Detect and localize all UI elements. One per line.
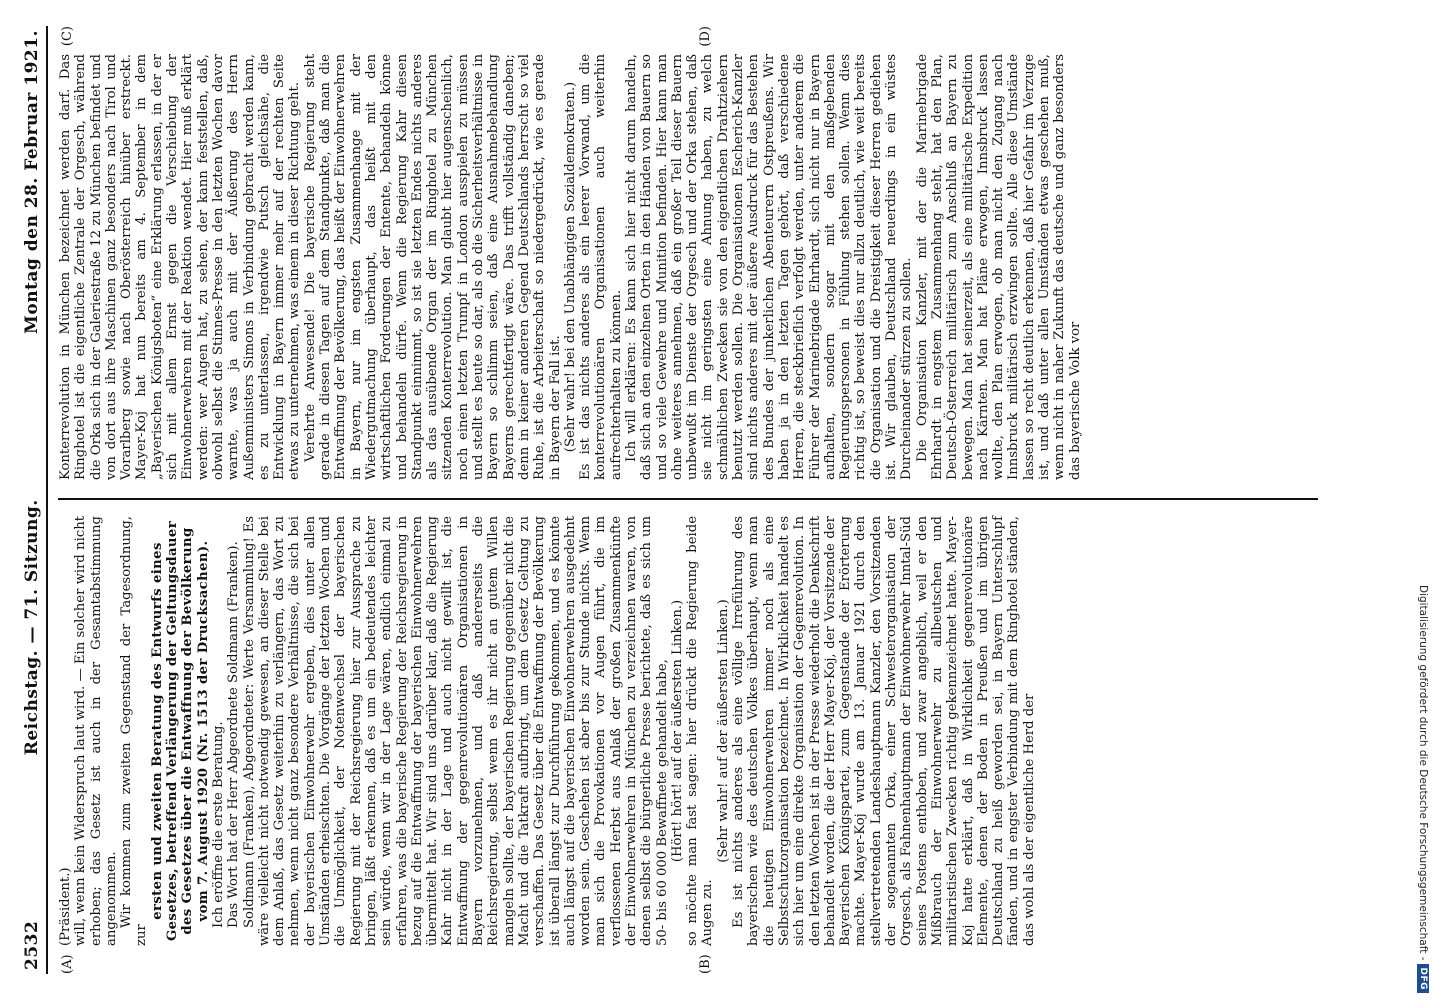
paragraph: so möchte man fast sagen: hier drückt die Regierung beide Augen zu. <box>685 516 716 946</box>
digitization-credit <box>1416 8 1432 993</box>
paragraph: Wir kommen zum zweiten Gegenstand der Tagesordnung, zur <box>119 516 150 946</box>
paragraph: Die Organisation Kanzler, mit der die Marinebrigade Ehrhardt in engstem Zusammenhang steht, hat den Plan, Deutsch-Österreich militärisch zum Anschluß an Bayern zu bewegen. Man hat seinerzeit, als eine militärische Expedition nach Kärnten. Man hat Pläne erwogen, Innsbruck lassen wollte, den Plan erwogen, ob man nicht den Zugang nach Innsbruck militärisch erzwingen sollte. Alle diese Umstände lassen so recht deutlich erkennen, daß hier Gefahr im Verzuge ist, und daß unter allen Umständen etwas geschehen muß, wenn nicht in naher Zukunft das deutsche und ganz besonders das bayerische Volk vor <box>914 54 1083 480</box>
paragraph: will, wenn kein Widerspruch laut wird. — Ein solcher wird nicht erhoben; das Gesetz ist auch in der Gesamtabstimmung angenommen. <box>73 516 119 946</box>
margin-mark-c: (C) <box>60 26 75 47</box>
interjection: (Hört! hört! auf der äußersten Linken.) <box>669 599 685 863</box>
dfg-logo: DFG <box>1417 964 1429 993</box>
page-header <box>22 26 48 974</box>
agenda-item-title: ersten und zweiten Beratung des Entwurfs eines Gesetzes, betreffend Verlängerung der Geltungsdauer des Gesetzes über die Entwaffnung der Bevölkerung vom 7. August 1920 (Nr. 1513 der Drucksachen). <box>149 520 211 942</box>
margin-mark-a: (A) <box>60 954 75 974</box>
paragraph: Ich will erklären: Es kann sich hier nicht darum handeln, daß sich an den einzelnen Orten in den Händen von Bauern so und so viele Gewehre und Munition befinden. Hier kann man ohne weiteres annehmen, daß ein großer Teil dieser Bauern unbewußt im Dienste der Orgesch und der Orka stehen, daß sie nicht im geringsten eine Ahnung haben, zu welch schmählichen Zwecken sie von den eigentlichen Drahtziehern benutzt werden sollen. Die Organisationen Escherich-Kanzler sind nichts anderes mit der äußere Ausdruck für das Bestehen des Bundes der junkerlichen Abenteurern Ostpreußens. Wir haben ja in den letzten Tagen gehört, daß verschiedene Herren, die steckbrieflich verfolgt werden, unter anderem die Führer der Marinebrigade Ehrhardt, sich nicht nur in Bayern aufhalten, sondern sogar mit den maßgebenden Regierungspersonen in Fühlung stehen sollen. Wenn dies richtig ist, so beweist dies nur allzu deutlich, wie weit bereits die Organisation und die Dreistigkeit dieser Herren gediehen ist. Wir glauben, Deutschland neuerdings in ein wüstes Durcheinander stürzen zu sollen. <box>623 54 915 480</box>
paragraph: Es ist das nichts anderes als ein leerer Vorwand, um die konterrevolutionären Organisationen auch weiterhin aufrechterhalten zu können. <box>578 54 624 480</box>
left-column <box>58 500 1318 974</box>
paragraph: Das Wort hat der Herr Abgeordnete Soldmann (Franken). <box>226 541 242 928</box>
speaker-tag: (Präsident.) <box>58 867 73 946</box>
page-number: 2532 <box>22 920 42 970</box>
paragraph: Verehrte Anwesende! Die bayerische Regierung steht gerade in diesen Tagen auf dem Standpunkte, daß man die Entwaffnung der Bevölkerung, das heißt der Einwohnerwehren in Bayern, nur im engsten Zusammenhange mit der Wiedergutmachung überhaupt, das heißt mit den wirtschaftlichen Forderungen der Entente, behandeln könne und behandeln dürfe. Wenn die Regierung Kahr diesen Standpunkt einnimmt, so ist sie letzten Endes nichts anderes als das ausübende Organ der im Ringhotel zu München sitzenden Konterrevolution. Man glaubt hier augenscheinlich, noch einen letzten Trumpf in London ausspielen zu müssen und stellt es heute so dar, als ob die Sicherheitsverhältnisse in Bayern so schlimm seien, daß eine Ausnahmebehandlung Bayerns gerechtfertigt wäre. Das trifft vollständig daneben; denn in keiner anderen Gegend Deutschlands herrscht so viel Ruhe, ist die Arbeiterschaft so niedergedrückt, wie es gerade in Bayern der Fall ist. <box>302 54 563 480</box>
session-title: Reichstag. — 71. Sitzung. <box>22 499 42 756</box>
credit-text: Digitalisierung gefördert durch die Deutsche Forschungsgemeinschaft - <box>1417 584 1429 961</box>
margin-mark-b: (B) <box>698 954 713 974</box>
margin-mark-d: (D) <box>698 26 713 47</box>
interjection: (Sehr wahr! bei den Unabhängigen Sozialdemokraten.) <box>562 81 578 453</box>
paragraph: Ich eröffne die erste Beratung. <box>210 721 226 928</box>
speech-paragraph: Es ist nichts anderes als eine völlige Irreführung des bayerischen wie des deutschen Volkes überhaupt, wenn man die heutigen Einwohnerwehren immer noch als eine Selbstschutzorganisation bezeichnet. In Wirklichkeit handelt es sich hier um eine direkte Organisation der Gegenrevolution. In den letzten Wochen ist in der Presse wiederholt die Denkschrift behandelt worden, die der Herr Mayer-Koj, der Vorsitzende der Bayerischen Königspartei, zum Gegenstande der Erörterung machte. Mayer-Koj wurde am 13. Januar 1921 durch den stellvertretenden Landeshauptmann Kanzler, den Vorsitzenden der sogenannten Orka, einer Schwesterorganisation der Orgesch, als Fahnenhauptmann der Einwohnerwehr Inntal-Süd seines Postens enthoben, und zwar angeblich, weil er den Mißbrauch der Einwohnerwehr zu allbeutschen und militaristischen Zwecken richtig gekennzeichnet hatte. Mayer-Koj hatte erklärt, daß in Wirklichkeit gegenrevolutionäre Elemente, denen der Boden in Preußen und im übrigen Deutschland zu heiß geworden sei, in Bayern Unterschlupf fänden, und in engster Verbindung mit dem Ringhotel ständen, das wohl als der eigentliche Herd der <box>731 516 1037 946</box>
session-date: Montag den 28. Februar 1921. <box>22 30 42 334</box>
text-columns <box>58 26 1318 974</box>
right-column <box>58 26 1318 500</box>
speech-paragraph: Soldmann (Franken), Abgeordneter: Werte Versammlung! Es wäre vielleicht nicht notwendig gewesen, an dieser Stelle bei dem Anlaß, das Gesetz weiterhin zu verlängern, das Wort zu nehmen, wenn nicht ganz besondere Verhältnisse, die sich bei der bayerischen Einwohnerwehr ergeben, dies unter allen Umständen erheischten. Die Vorgänge der letzten Wochen und die Unmöglichkeit, der Notenwechsel der bayerischen Regierung mit der Reichsregierung hier zur Aussprache zu bringen, läßt erkennen, daß es um ein bedeutendes leichter sein würde, wenn wir in der Lage wären, endlich einmal zu erfahren, was die bayerische Regierung der Reichsregierung in bezug auf die Entwaffnung der bayerischen Einwohnerwehren übermittelt hat. Wir sind uns darüber klar, daß die Regierung Kahr nicht in der Lage und auch nicht gewillt ist, die Entwaffnung der gegenrevolutionären Organisationen in Bayern vorzunehmen, und daß andererseits die Reichsregierung, selbst wenn es ihr nicht an gutem Willen mangeln sollte, der bayerischen Regierung gegenüber nicht die Macht und die Tatkraft aufbringt, um dem Gesetz Geltung zu verschaffen. Das Gesetz über die Entwaffnung der Bevölkerung ist überall längst zur Durchführung gekommen, und es könnte auch längst auf die bayerischen Einwohnerwehren ausgedehnt worden sein. Geschehen ist aber bis zur Stunde nichts. Wenn man sich die Provokationen vor Augen führt, die im verflossenen Herbst aus Anlaß der großen Zusammenkünfte der Einwohnerwehren in München zu verzeichnen waren, von denen selbst die bürgerliche Presse berichtete, daß es sich um 50- bis 60 000 Bewaffnete gehandelt habe, <box>241 516 670 946</box>
interjection: (Sehr wahr! auf der äußersten Linken.) <box>715 599 731 863</box>
paragraph: Konterrevolution in München bezeichnet werden darf. Das Ringhotel ist die eigentliche Zentrale der Orgesch, während die Orka sich in der Galeriestraße 12 zu München befindet und von dort aus ihre Maschinen ganz besonders nach Tirol und Vorarlberg sowie nach Oberösterreich hinüber erstreckt. Mayer-Koj hat nun bereits am 4. September in dem „Bayerischen Königsboten“ eine Erklärung erlassen, in der er sich mit allem Ernst gegen die Verschiebung der Einwohnerwehren mit der Reaktion wendet. Hier muß erklärt werden: wer Augen hat, zu sehen, der kann feststellen, daß, obwohl selbst die Stinnes-Presse in den letzten Wochen davor warnte, was ja auch mit der Äußerung des Herrn Außenministers Simons in Verbindung gebracht werden kann, es zu unterlassen, irgendwie Putsch gleichsähe, die Entwicklung in Bayern immer mehr auf der rechten Seite etwas zu unternehmen, was einem in dieser Richtung geht. <box>58 54 303 480</box>
